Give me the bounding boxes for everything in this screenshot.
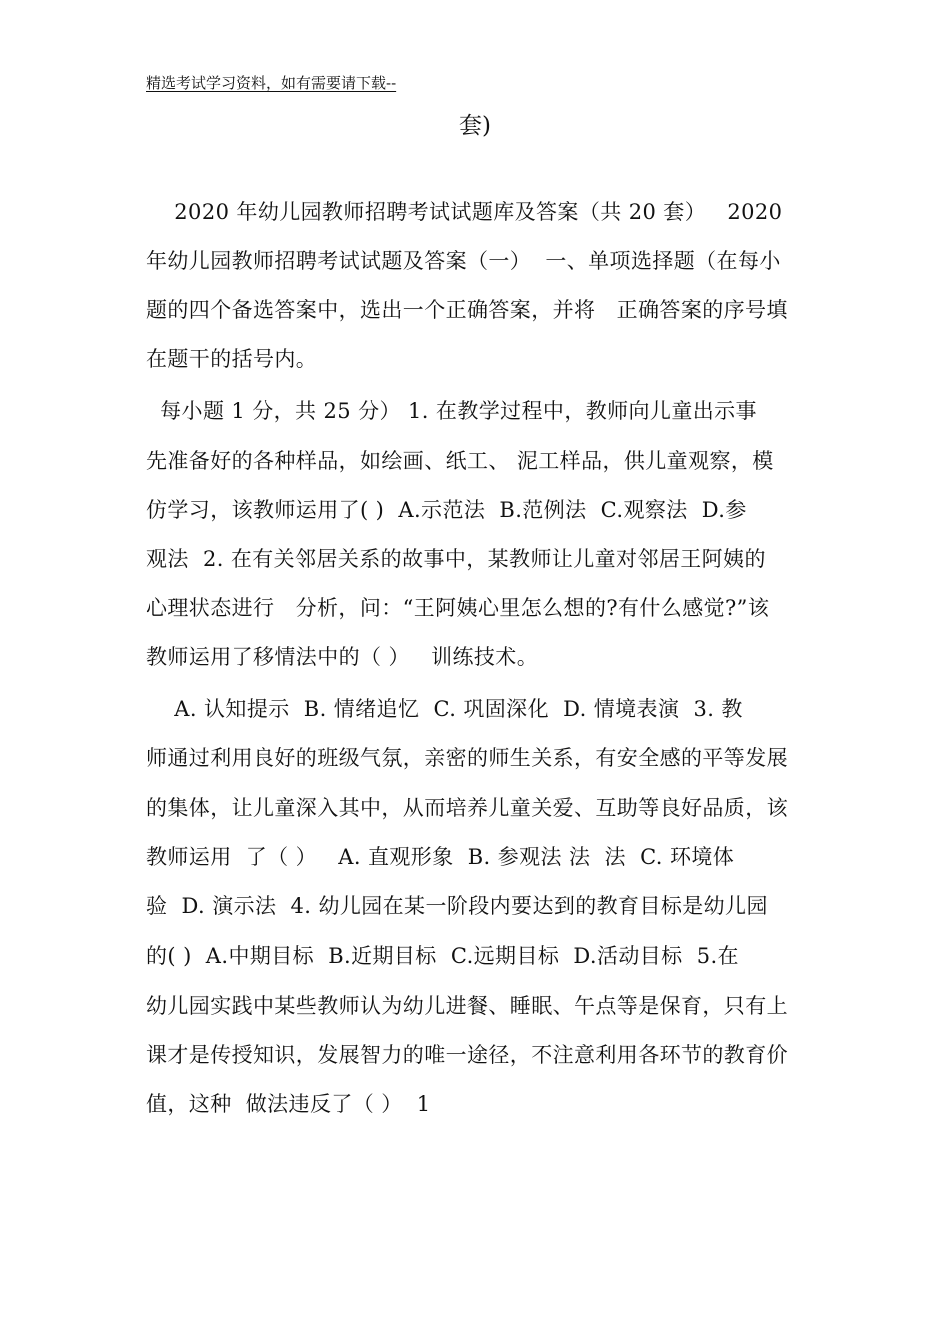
body-line: 师通过利用良好的班级气氛，亲密的师生关系，有安全感的平等发展 xyxy=(146,746,788,770)
body-line: 的集体，让儿童深入其中，从而培养儿童关爱、互助等良好品质，该 xyxy=(146,796,788,820)
body-line: 的( ) A.中期目标 B.近期目标 C.远期目标 D.活动目标 5.在 xyxy=(146,944,739,968)
body-line: 观法 2. 在有关邻居关系的故事中，某教师让儿童对邻居王阿姨的 xyxy=(146,547,766,571)
header-note: 精选考试学习资料，如有需要请下载-- xyxy=(146,74,397,92)
body-line: 2020 年幼儿园教师招聘考试试题库及答案（共 20 套） 2020 xyxy=(146,200,783,224)
document-title-tail: 套) xyxy=(459,113,491,139)
body-line: 课才是传授知识，发展智力的唯一途径，不注意利用各环节的教育价 xyxy=(146,1043,788,1067)
body-line: 先准备好的各种样品，如绘画、纸工、 泥工样品，供儿童观察，模 xyxy=(146,449,774,473)
body-line: 心理状态进行 分析，问：“王阿姨心里怎么想的?有什么感觉?”该 xyxy=(146,596,770,620)
body-line: 题的四个备选答案中，选出一个正确答案，并将 正确答案的序号填 xyxy=(146,298,788,322)
body-line: 教师运用 了（ ） A. 直观形象 B. 参观法 法 法 C. 环境体 xyxy=(146,845,735,869)
body-line: 值，这种 做法违反了（ ） 1 xyxy=(146,1092,431,1116)
body-line: 验 D. 演示法 4. 幼儿园在某一阶段内要达到的教育目标是幼儿园 xyxy=(146,894,768,918)
body-line: 年幼儿园教师招聘考试试题及答案（一） 一、单项选择题（在每小 xyxy=(146,249,781,273)
body-line: A. 认知提示 B. 情绪追忆 C. 巩固深化 D. 情境表演 3. 教 xyxy=(146,697,743,721)
body-line: 幼儿园实践中某些教师认为幼儿进餐、睡眠、午点等是保育，只有上 xyxy=(146,994,788,1018)
body-line: 教师运用了移情法中的（ ） 训练技术。 xyxy=(146,645,539,669)
body-line: 每小题 1 分，共 25 分） 1. 在教学过程中，教师向儿童出示事 xyxy=(146,399,757,423)
body-line: 在题干的括号内。 xyxy=(146,347,318,371)
body-line: 仿学习，该教师运用了( ) A.示范法 B.范例法 C.观察法 D.参 xyxy=(146,498,747,522)
